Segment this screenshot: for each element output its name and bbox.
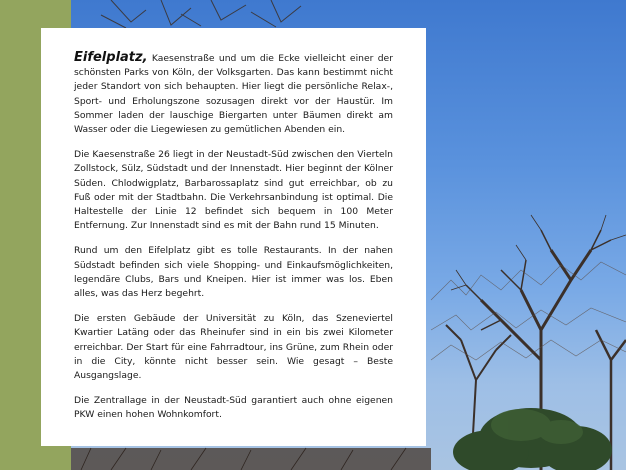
paragraph-4: Die ersten Gebäude der Universität zu Köln, das Szeneviertel Kwartier Latäng oder das Rheinufer sind in ein bis zwei Kilometer erreichbar. Der Start für eine Fahrradtour, ins Grüne, zum Rhein oder in die City, könnte nicht besser sein. Wie gesagt – Beste Ausgangslage. bbox=[74, 313, 393, 382]
paragraph-3: Rund um den Eifelplatz gibt es tolle Restaurants. In der nahen Südstadt befinden sich viele Shopping- und Einkaufsmöglichkeiten, legendäre Clubs, Bars und Kneipen. Hier ist immer was los. Eben alles, was das Herz begehrt. bbox=[74, 245, 393, 300]
lead-term: Eifelplatz, bbox=[74, 50, 148, 65]
paragraph-2: Die Kaesenstraße 26 liegt in der Neustadt-Süd zwischen den Vierteln Zollstock, Sülz, Südstadt und der Innenstadt. Hier beginnt der Kölner Süden. Chlodwigplatz, Barbarossaplatz sind gut erreichbar, ob zu Fuß oder mit der Stadtbahn. Die Verkehrsanbindung ist optimal. Die Haltestelle der Linie 12 befindet sich bequem in 100 Meter Entfernung. Zur Innenstadt sind es mit der Bahn rund 15 Minuten. bbox=[74, 149, 393, 232]
text-card bbox=[41, 28, 426, 446]
paragraph-1 bbox=[74, 51, 393, 137]
paragraph-1-text: Kaesenstraße und um die Ecke vielleicht einer der schönsten Parks von Köln, der Volksgarten. Das kann bestimmt nicht jeder Standort von sich behaupten. Hier liegt die persönliche Relax-, Sport- und Erholungszone sozusagen direkt vor der Haustür. Im Sommer laden der lauschige Biergarten unter Bäumen direkt am Wasser oder die Liegewiesen zu gemütlichen Abenden ein. bbox=[74, 53, 393, 136]
paragraph-5: Die Zentrallage in der Neustadt-Süd garantiert auch ohne eigenen PKW einen hohen Wohnkomfort. bbox=[74, 395, 393, 421]
